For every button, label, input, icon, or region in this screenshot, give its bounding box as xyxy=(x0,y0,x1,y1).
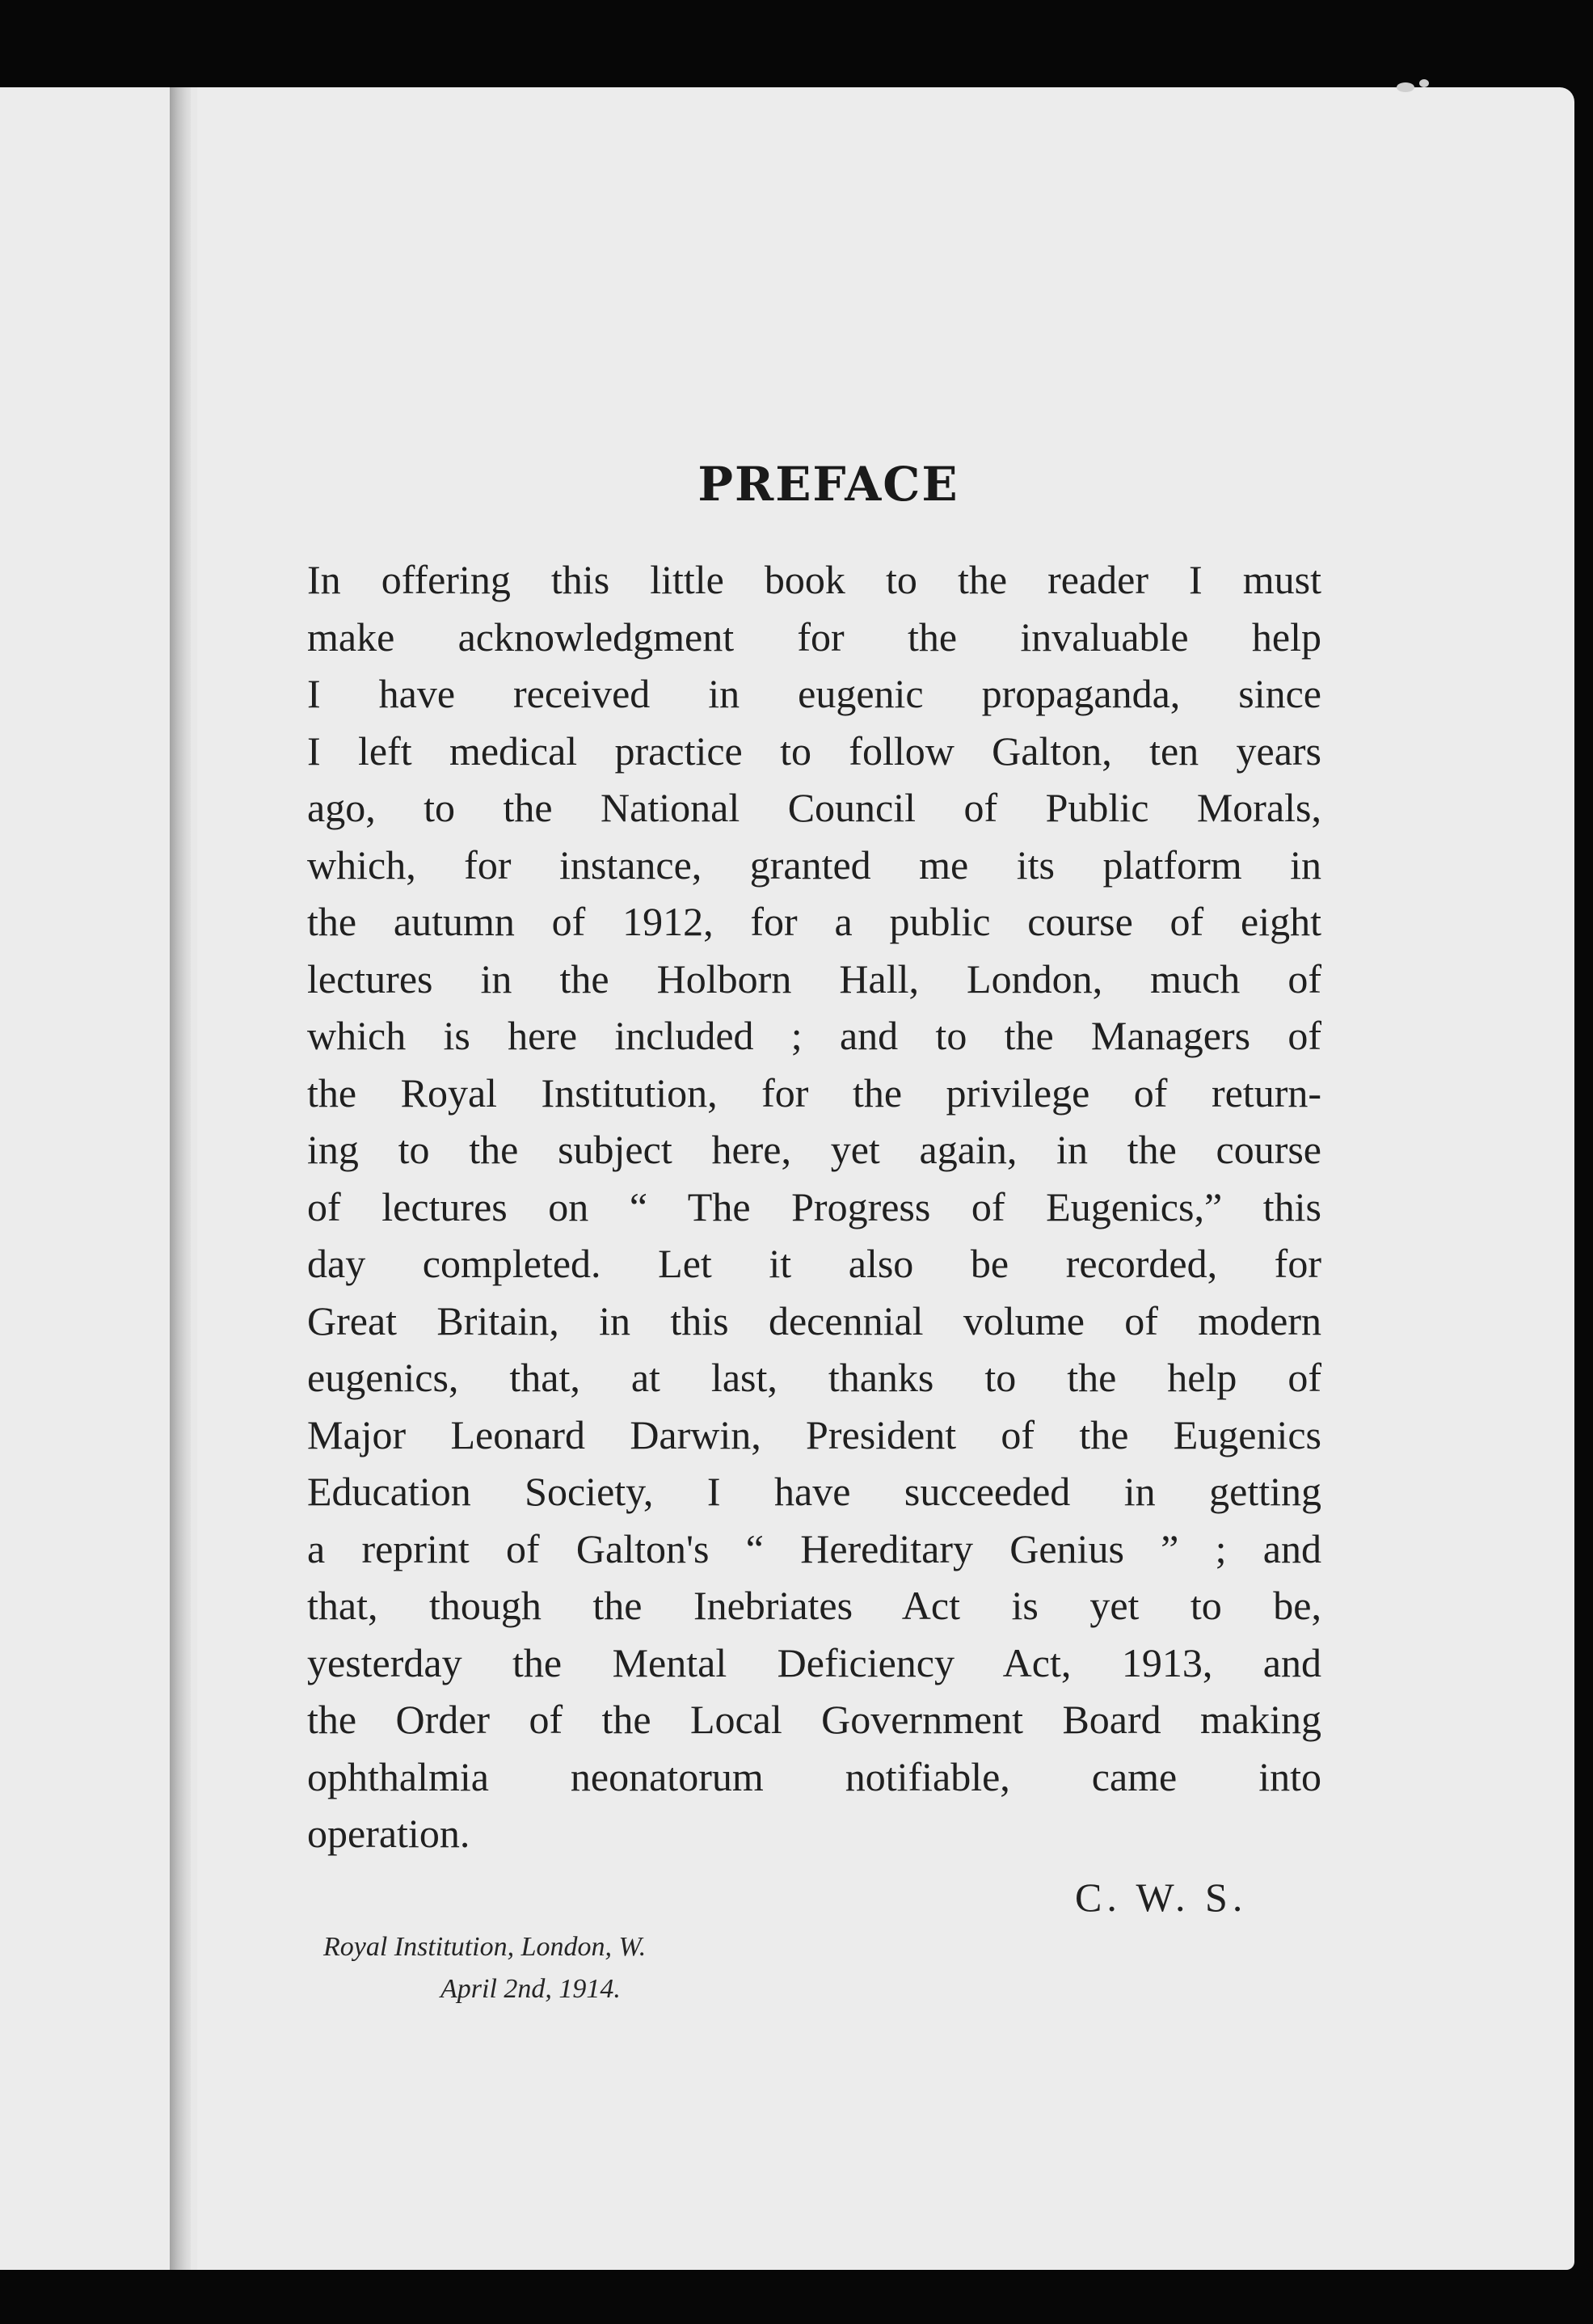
text-line: the Order of the Local Government Board making xyxy=(307,1697,1321,1742)
text-line: Major Leonard Darwin, President of the Eugenics xyxy=(307,1411,1321,1457)
text-line: ing to the subject here, yet again, in the course xyxy=(307,1127,1321,1172)
text-line: lectures in the Holborn Hall, London, much of xyxy=(307,955,1321,1002)
text-line: that, though the Inebriates Act is yet to be, xyxy=(307,1583,1321,1628)
text-line: I left medical practice to follow Galton, ten years xyxy=(307,728,1321,774)
text-line: Great Britain, in this decennial volume of modern xyxy=(307,1297,1321,1343)
text-line: a reprint of Galton's “ Hereditary Genius ” ; and xyxy=(307,1525,1321,1571)
text-line: yesterday the Mental Deficiency Act, 1913, and xyxy=(307,1639,1321,1685)
text-line: In offering this little book to the reader I must xyxy=(307,557,1321,602)
text-line: I have received in eugenic propaganda, since xyxy=(307,671,1321,716)
text-line: of lectures on “ The Progress of Eugenics,” this xyxy=(307,1183,1321,1229)
text-line: Education Society, I have succeeded in getting xyxy=(307,1469,1321,1514)
page-title: PREFACE xyxy=(697,457,959,512)
signing-place: Royal Institution, London, W. xyxy=(323,1932,647,1962)
text-line: day completed. Let it also be recorded, for xyxy=(307,1241,1321,1286)
scan-speck xyxy=(1397,82,1414,92)
signing-date: April 2nd, 1914. xyxy=(440,1974,621,2004)
text-line: ago, to the National Council of Public Morals, xyxy=(307,785,1321,830)
text-line: the autumn of 1912, for a public course of eight xyxy=(307,899,1321,944)
text-line: the Royal Institution, for the privilege of return- xyxy=(307,1069,1321,1116)
text-line: eugenics, that, at last, thanks to the help of xyxy=(307,1355,1321,1400)
text-line: make acknowledgment for the invaluable help xyxy=(307,614,1321,660)
preface-body xyxy=(307,551,1321,1862)
scan-speck xyxy=(1419,79,1429,87)
gutter-edge xyxy=(191,87,197,2270)
text-line: operation. xyxy=(307,1811,470,1856)
author-initials: C. W. S. xyxy=(1075,1875,1248,1920)
text-line: ophthalmia neonatorum notifiable, came into xyxy=(307,1753,1321,1799)
text-line: which, for instance, granted me its platform in xyxy=(307,841,1321,888)
text-line: which is here included ; and to the Managers of xyxy=(307,1013,1321,1058)
